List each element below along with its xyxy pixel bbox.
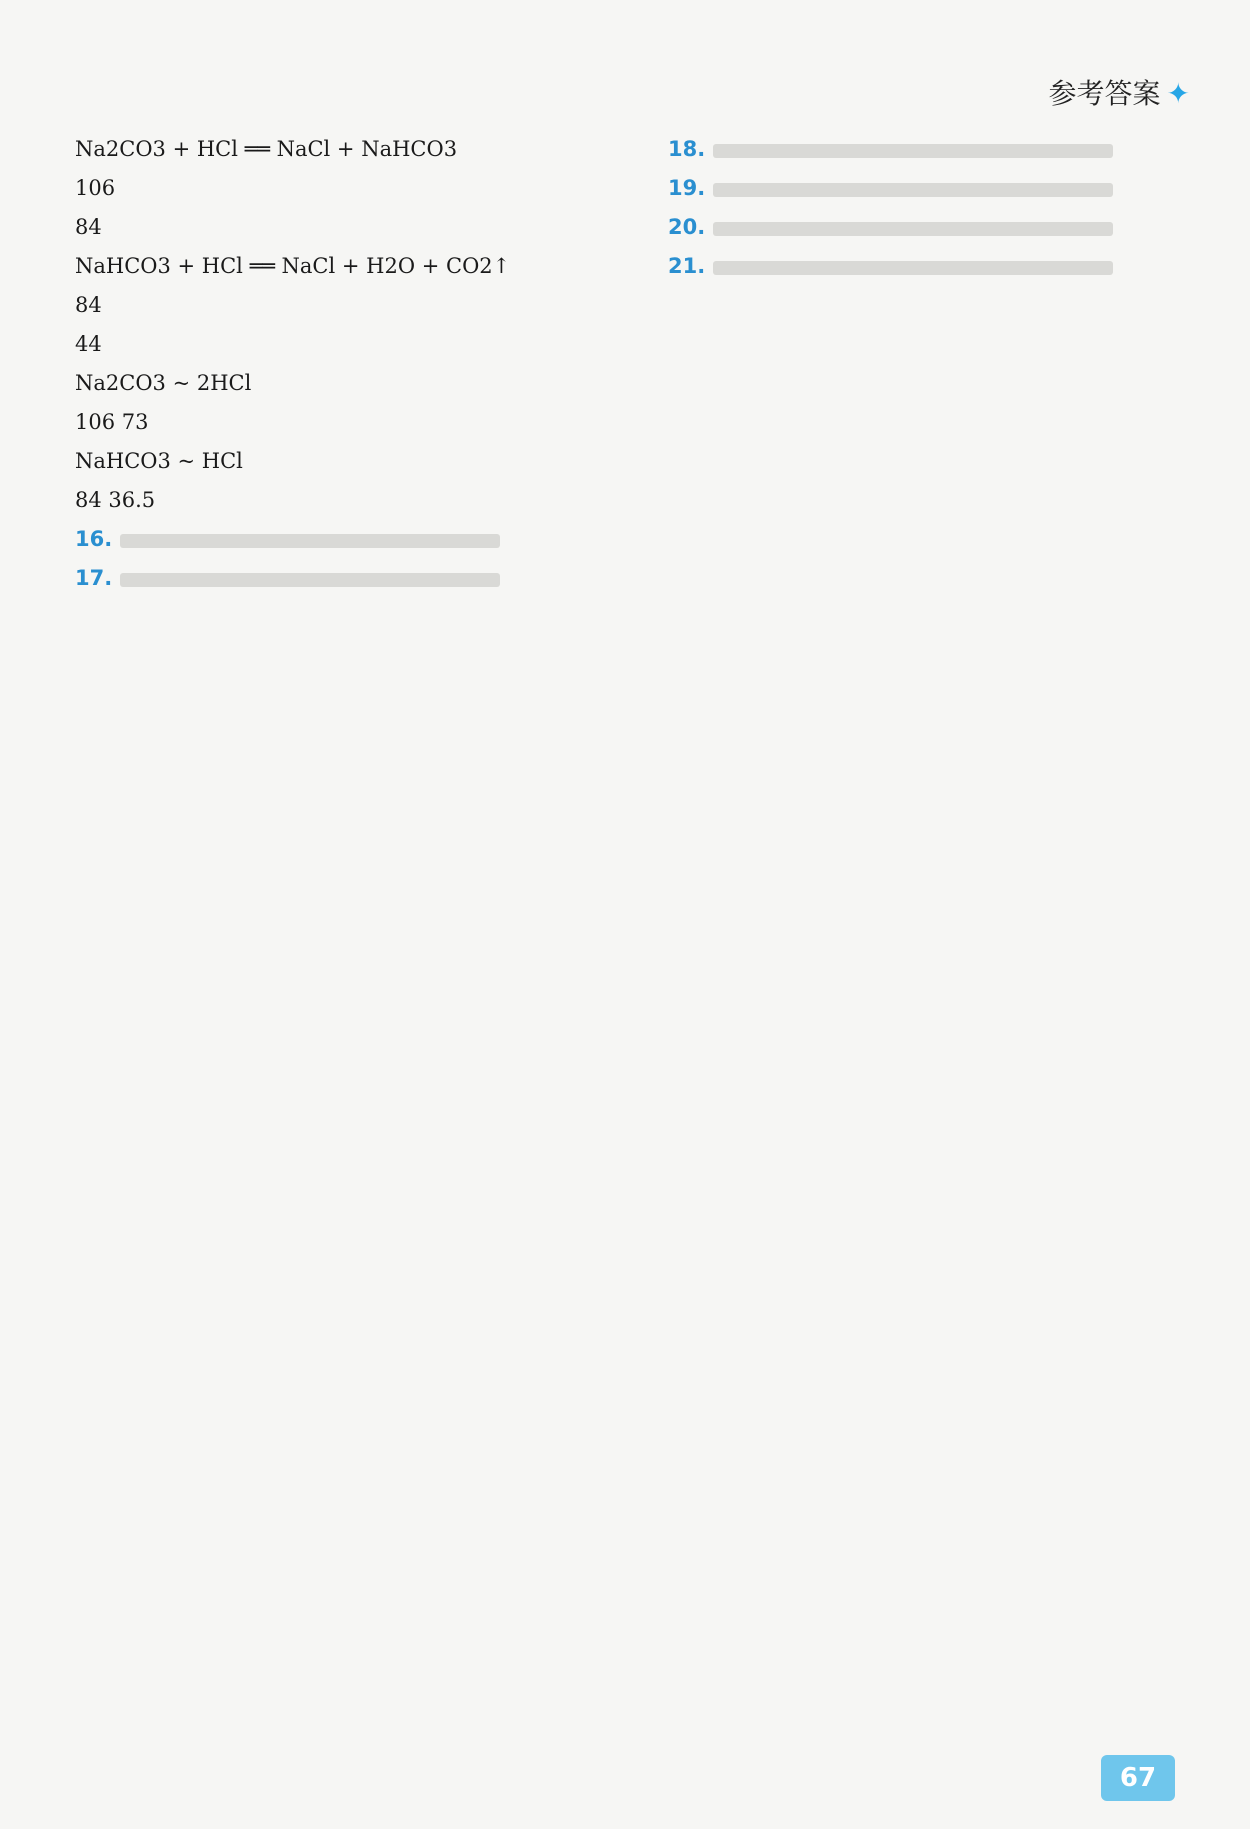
answer-line xyxy=(668,208,1198,247)
answer-line xyxy=(75,559,605,598)
header-title: 参考答案 xyxy=(1048,77,1161,110)
answer-line xyxy=(668,130,1198,169)
question-number: 19. xyxy=(668,176,706,200)
unreadable-text xyxy=(713,261,1113,275)
unreadable-text xyxy=(713,222,1113,236)
unreadable-text xyxy=(713,183,1113,197)
text-line: 84 xyxy=(75,293,102,317)
text-line: 106 73 xyxy=(75,410,149,434)
unreadable-text xyxy=(120,534,500,548)
text-line: NaHCO3 + HCl ══ NaCl + H2O + CO2↑ xyxy=(75,254,511,278)
question-number: 17. xyxy=(75,566,113,590)
right-column xyxy=(668,130,1198,286)
text-line: Na2CO3 + HCl ══ NaCl + NaHCO3 xyxy=(75,137,458,161)
question-number: 21. xyxy=(668,254,706,278)
text-line: 44 xyxy=(75,332,102,356)
text-line: 84 xyxy=(75,215,102,239)
question-number: 18. xyxy=(668,137,706,161)
sparkle-icon: ✦ xyxy=(1166,77,1190,110)
answer-line xyxy=(668,247,1198,286)
text-line: 106 xyxy=(75,176,116,200)
page-header xyxy=(1049,72,1190,112)
text-line: NaHCO3 ~ HCl xyxy=(75,449,243,473)
question-number: 16. xyxy=(75,527,113,551)
unreadable-text xyxy=(120,573,500,587)
unreadable-text xyxy=(713,144,1113,158)
question-number: 20. xyxy=(668,215,706,239)
left-column xyxy=(75,130,605,598)
page-number: 67 xyxy=(1101,1755,1175,1801)
answer-line xyxy=(75,520,605,559)
text-line: 84 36.5 xyxy=(75,488,156,512)
text-line: Na2CO3 ~ 2HCl xyxy=(75,371,252,395)
answer-line xyxy=(668,169,1198,208)
